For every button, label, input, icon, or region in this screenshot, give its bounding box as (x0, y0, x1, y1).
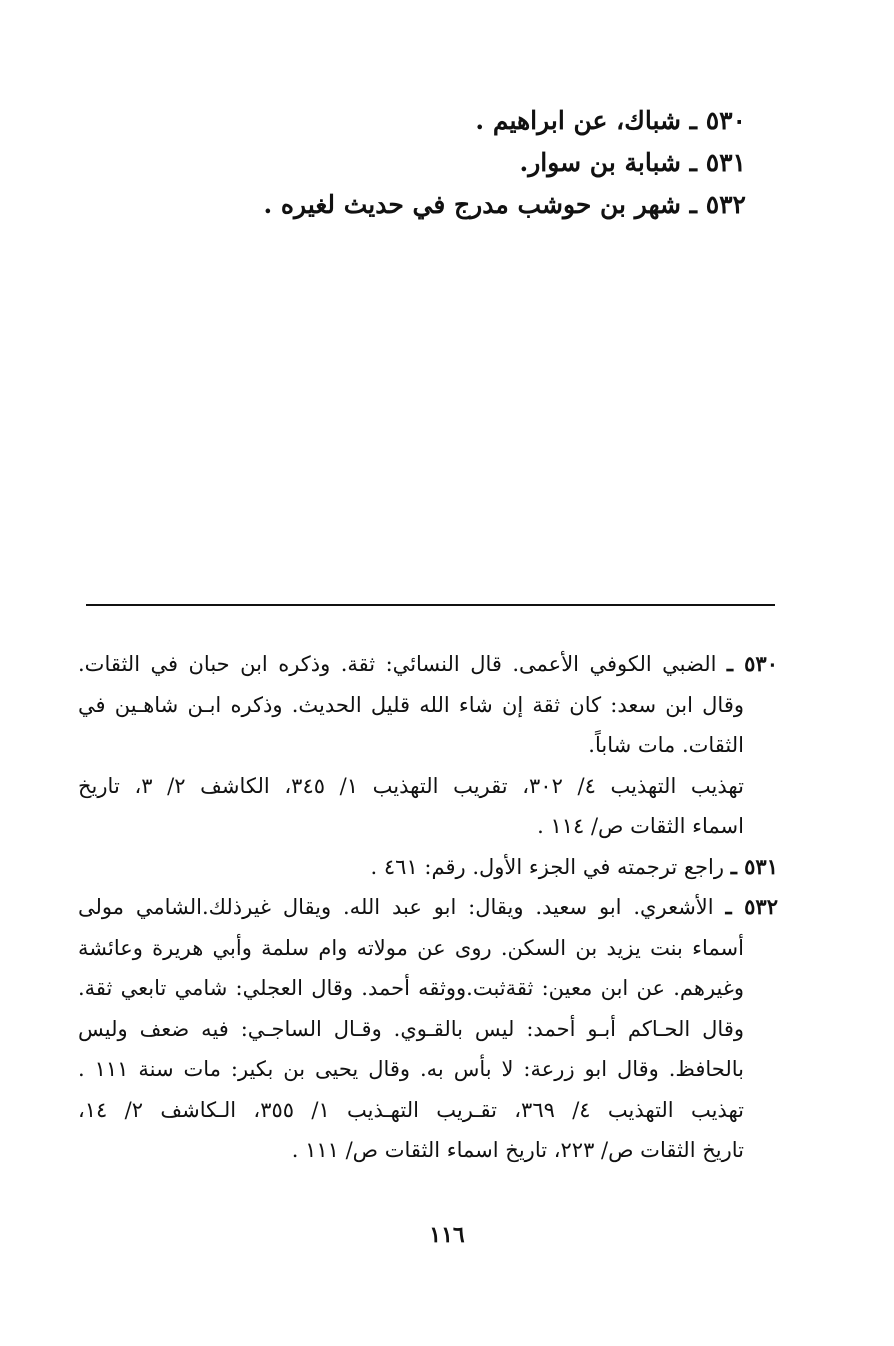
footnote-line: تهذيب التهذيب ٤/ ٣٠٢، تقريب التهذيب ١/ ٣٤٥، الكاشف ٢/ ٣، تاريخ (78, 773, 744, 798)
footnote-line (78, 644, 778, 685)
page-number: ١١٦ (429, 1222, 465, 1248)
footnote-text: الضبي الكوفي الأعمى. قال النسائي: ثقة. وذكره ابن حبان في الثقات. (78, 652, 717, 676)
footnote-532 (78, 887, 778, 1171)
footnote-line: وغيرهم. عن ابن معين: ثقةثبت.ووثقه أحمد. وقال العجلي: شامي تابعي ثقة. (78, 976, 744, 1000)
main-entry-531: ٥٣١ ـ شبابة بن سوار. (519, 148, 746, 177)
footnote-line: الثقات. مات شاباً. (588, 733, 744, 757)
footnote-line: وقال الحـاكم أبـو أحمد: ليس بالقـوي. وقـال الساجـي: فيه ضعف وليس (78, 1016, 744, 1041)
footnote-line: بالحافظ. وقال ابو زرعة: لا بأس به. وقال يحيى بن بكير: مات سنة ١١١ . (78, 1057, 744, 1081)
footnote-531 (78, 847, 778, 888)
footnote-text: راجع ترجمته في الجزء الأول. رقم: ٤٦١ . (370, 854, 724, 879)
footnote-line: وقال ابن سعد: كان ثقة إن شاء الله قليل الحديث. وذكره ابـن شاهـين في (78, 692, 744, 717)
main-entry-530: ٥٣٠ ـ شباك، عن ابراهيم . (475, 106, 746, 135)
footnote-divider (86, 604, 775, 606)
footnote-line (78, 847, 778, 888)
footnote-line: أسماء بنت يزيد بن السكن. روى عن مولاته وام سلمة وأبي هريرة وعائشة (78, 935, 744, 960)
footnote-text: الأشعري. ابو سعيد. ويقال: ابو عبد الله. ويقال غيرذلك.الشامي مولى (78, 895, 714, 919)
footnote-line: اسماء الثقات ص/ ١١٤ . (537, 814, 744, 838)
footnote-number: ٥٣١ ـ (730, 853, 778, 879)
footnote-number: ٥٣٢ ـ (725, 894, 778, 919)
main-entries (106, 100, 746, 226)
footnote-530 (78, 644, 778, 847)
footnote-line: تهذيب التهذيب ٤/ ٣٦٩، تقـريب التهـذيب ١/ ٣٥٥، الـكاشف ٢/ ١٤، (78, 1097, 744, 1122)
main-entry-532: ٥٣٢ ـ شهر بن حوشب مدرج في حديث لغيره . (263, 190, 746, 219)
footnote-number: ٥٣٠ ـ (726, 651, 778, 676)
footnote-line (78, 887, 778, 928)
footnote-line: تاريخ الثقات ص/ ٢٢٣، تاريخ اسماء الثقات ص/ ١١١ . (291, 1138, 744, 1162)
footnotes (78, 644, 778, 1171)
